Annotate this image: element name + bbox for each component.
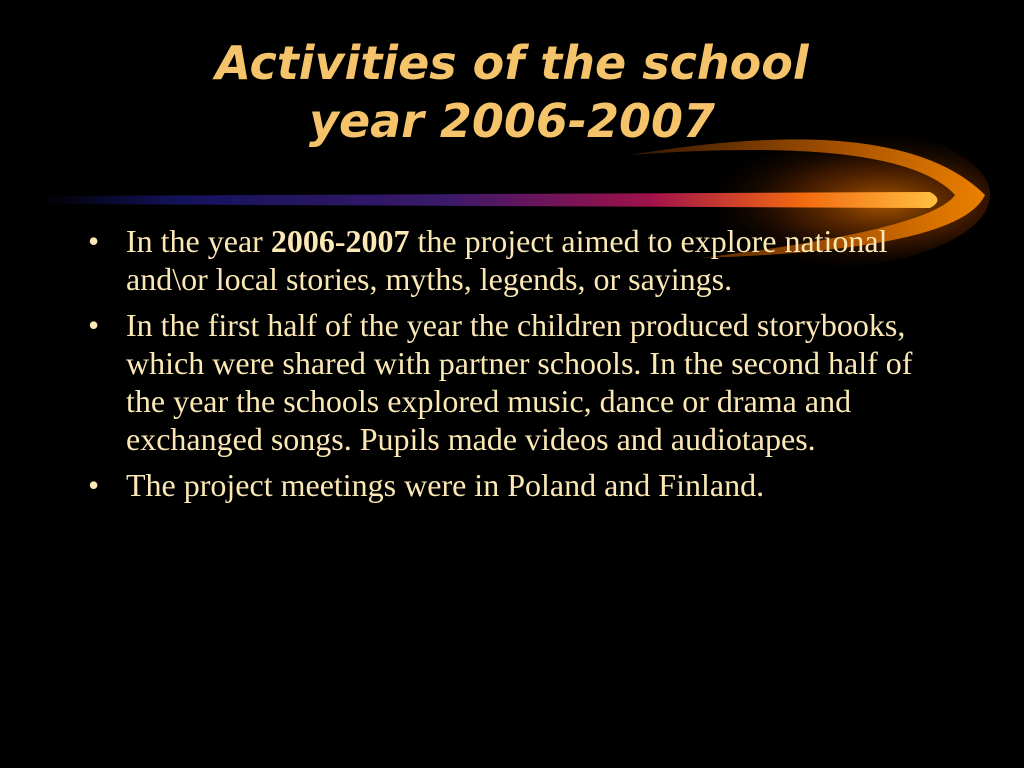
bullet-text-start: In the year [126, 223, 271, 259]
title-line-1: Activities of the school [215, 36, 809, 90]
bullet-text: The project meetings were in Poland and Finland. [126, 467, 765, 503]
bullet-text: In the first half of the year the children produced storybooks, which were shared with partner schools. In the second half of the year the schools explored music, dance or drama and exchanged songs. Pupils made videos and audiotapes. [126, 307, 913, 457]
bullet-item [84, 306, 944, 458]
bullet-text-end: the project aimed to explore national and\or local stories, myths, legends, or sayings. [126, 223, 888, 297]
bullet-item [84, 466, 944, 504]
slide-body [84, 222, 944, 512]
bullet-icon: • [88, 467, 100, 503]
bullet-list [84, 222, 944, 504]
slide-title [0, 34, 1024, 150]
bullet-icon: • [88, 307, 100, 343]
bullet-icon: • [88, 223, 100, 259]
bullet-year-bold: 2006-2007 [270, 223, 410, 259]
bullet-item [84, 222, 944, 298]
swoosh-bar [40, 192, 938, 208]
title-line-2: year 2006-2007 [308, 94, 716, 148]
